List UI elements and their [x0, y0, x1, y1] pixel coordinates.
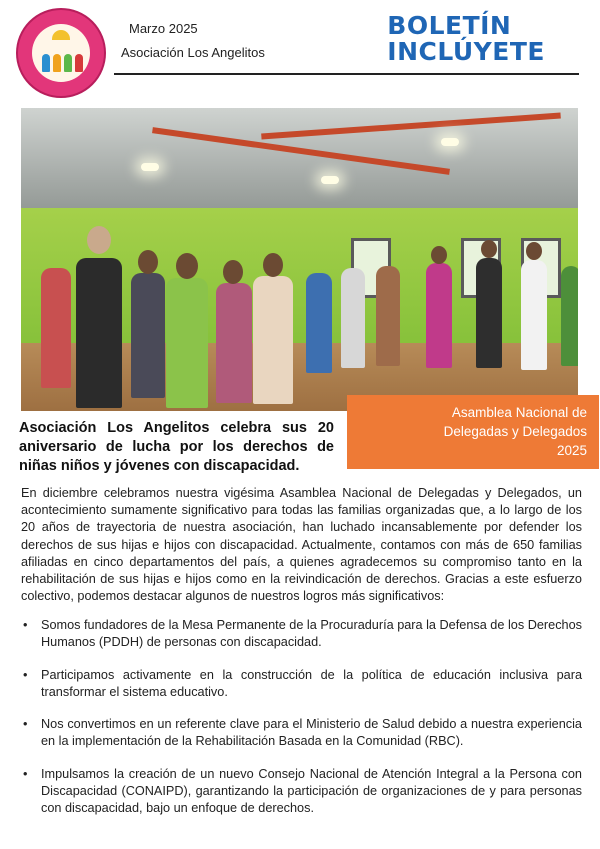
photo-light [321, 176, 339, 184]
newsletter-title [387, 13, 545, 65]
photo-person-head [138, 250, 158, 274]
caption-line-1: Asamblea Nacional de [451, 405, 587, 420]
photo-person [131, 273, 165, 398]
organization-name: Asociación Los Angelitos [121, 45, 265, 60]
photo-person-head [223, 260, 243, 284]
list-item-text: Participamos activamente en la construcción de la política de educación inclusiva para transformar el sistema educativo. [41, 668, 582, 700]
photo-person [216, 283, 252, 403]
header-divider [114, 73, 579, 75]
achievements-list [21, 766, 582, 818]
logo-child-icon [53, 54, 61, 72]
achievements-list [21, 716, 582, 750]
photo-light [441, 138, 459, 146]
list-item-text: Somos fundadores de la Mesa Permanente de la Procuraduría para la Defensa de los Derechos Humanos (PDDH) de personas con discapacidad. [41, 618, 582, 650]
photo-person-head [176, 253, 198, 279]
photo-caption [347, 395, 599, 469]
title-line-1: BOLETÍN [387, 11, 512, 40]
bullet-icon: • [23, 767, 28, 781]
photo-person [306, 273, 332, 373]
achievements-list [21, 667, 582, 701]
photo-person [76, 258, 122, 408]
photo-person-head [526, 242, 542, 260]
logo-child-icon [64, 54, 72, 72]
achievements-list [21, 617, 582, 651]
article-body: En diciembre celebramos nuestra vigésima Asamblea Nacional de Delegadas y Delegados, un acontecimiento sumamente significativo para todas las familias organizadas que, a lo largo de los 20 años de trayectoria de nuestra asociación, han luchado incansablemente por defender los derechos de sus hijas e hijos con discapacidad. Actualmente, contamos con más de 650 familias afiliadas en cinco departamentos del país, a quienes agradecemos su compromiso tanto en la rehabilitación de sus hijas e hijos como en la reivindicación de derechos. Gracias a este esfuerzo colectivo, podemos destacar algunos de nuestros logros más significativos: [21, 486, 582, 604]
bullet-icon: • [23, 717, 28, 731]
issue-date: Marzo 2025 [129, 21, 198, 36]
organization-logo [16, 8, 106, 98]
title-line-2: INCLÚYETE [387, 37, 545, 66]
logo-child-icon [42, 54, 50, 72]
list-item-text: Impulsamos la creación de un nuevo Consejo Nacional de Atención Integral a la Persona con Discapacidad (CONAIPD), garantizando la participación de organizaciones de y para personas con discapacidad, bajo un enfoque de derechos. [41, 767, 582, 816]
logo-sun-icon [52, 30, 70, 40]
bullet-icon: • [23, 618, 28, 632]
list-item [21, 617, 582, 651]
list-item-text: Nos convertimos en un referente clave para el Ministerio de Salud debido a nuestra experiencia en la implementación de la Rehabilitación Basada en la Comunidad (RBC). [41, 717, 582, 749]
photo-person [253, 276, 293, 404]
logo-emblem [32, 24, 90, 82]
photo-person-head [431, 246, 447, 264]
list-item [21, 716, 582, 750]
photo-person [341, 268, 365, 368]
bullet-icon: • [23, 668, 28, 682]
photo-person-head [87, 226, 111, 254]
photo-person [376, 266, 400, 366]
caption-line-3: 2025 [556, 443, 587, 458]
photo-person [41, 268, 71, 388]
photo-person [476, 258, 502, 368]
photo-person-head [481, 240, 497, 258]
photo-person-head [263, 253, 283, 277]
list-item [21, 766, 582, 818]
logo-child-icon [75, 54, 83, 72]
article-headline: Asociación Los Angelitos celebra sus 20 aniversario de lucha por los derechos de niñas niños y jóvenes con discapacidad. [19, 420, 334, 474]
photo-person [521, 260, 547, 370]
list-item [21, 667, 582, 701]
photo-person [426, 263, 452, 368]
group-assembly-photo [21, 108, 578, 411]
photo-ceiling [21, 108, 578, 218]
photo-light [141, 163, 159, 171]
caption-line-2: Delegadas y Delegados [443, 424, 587, 439]
photo-person [561, 266, 578, 366]
photo-person [166, 278, 208, 408]
